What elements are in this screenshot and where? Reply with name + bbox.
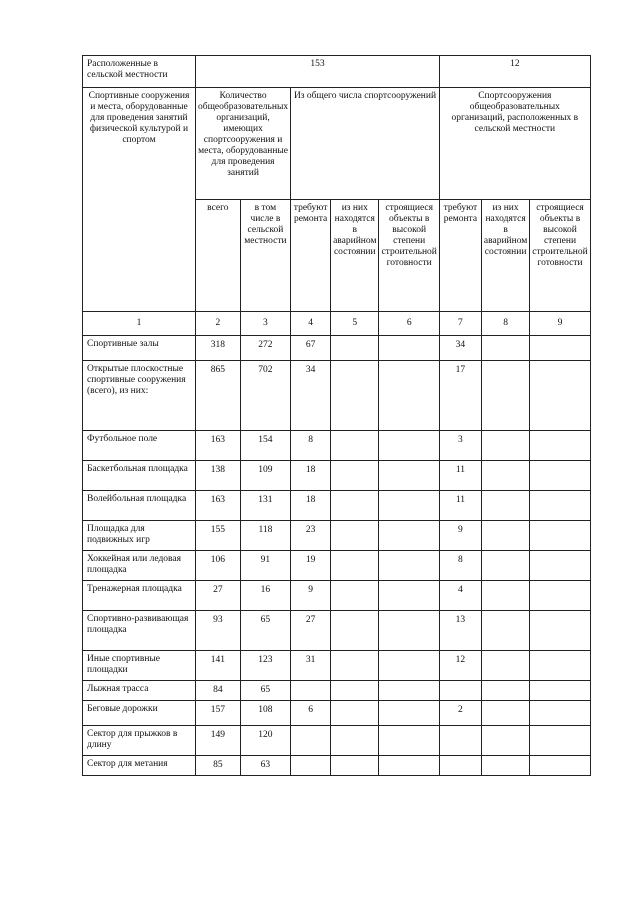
row-value-cell <box>379 431 439 461</box>
column-number: 8 <box>481 312 529 336</box>
row-value-cell: 63 <box>240 756 290 776</box>
row-facility-name: Хоккейная или ледовая площадка <box>83 551 196 581</box>
row-value-cell: 8 <box>439 551 481 581</box>
row-value-cell: 8 <box>291 431 331 461</box>
row-value-cell <box>379 361 439 431</box>
row-facility-name: Сектор для метания <box>83 756 196 776</box>
row-value-cell: 2 <box>439 701 481 726</box>
table-row <box>83 491 591 521</box>
table-row <box>83 431 591 461</box>
rural-label: Расположенные в сельской местности <box>83 56 196 88</box>
row-value-cell <box>331 336 379 361</box>
row-value-cell: 9 <box>439 521 481 551</box>
row-value-cell: 17 <box>439 361 481 431</box>
row-value-cell: 272 <box>240 336 290 361</box>
table-row <box>83 521 591 551</box>
row-facility-name: Баскетбольная площадка <box>83 461 196 491</box>
row-value-cell <box>530 361 590 431</box>
column-number: 4 <box>291 312 331 336</box>
table-row <box>83 361 591 431</box>
row-value-cell <box>331 581 379 611</box>
row-value-cell <box>481 681 529 701</box>
row-value-cell <box>481 651 529 681</box>
row-value-cell <box>379 336 439 361</box>
row-value-cell: 3 <box>439 431 481 461</box>
header-group-total: Из общего числа спортсооружений <box>291 88 440 200</box>
row-value-cell <box>530 756 590 776</box>
row-value-cell <box>331 756 379 776</box>
row-value-cell: 141 <box>196 651 241 681</box>
row-value-cell <box>530 681 590 701</box>
row-value-cell: 155 <box>196 521 241 551</box>
row-value-cell: 93 <box>196 611 241 651</box>
row-value-cell <box>530 461 590 491</box>
row-value-cell: 149 <box>196 726 241 756</box>
row-facility-name: Тренажерная площадка <box>83 581 196 611</box>
header-sub-emergency: из них находятся в аварийном состоянии <box>331 200 379 312</box>
row-value-cell <box>291 756 331 776</box>
column-numbers-row <box>83 312 591 336</box>
row-value-cell <box>331 491 379 521</box>
row-value-cell: 34 <box>291 361 331 431</box>
table-row <box>83 756 591 776</box>
column-number: 5 <box>331 312 379 336</box>
row-facility-name: Открытые плоскостные спортивные сооружения (всего), из них: <box>83 361 196 431</box>
row-value-cell: 163 <box>196 431 241 461</box>
row-value-cell <box>530 581 590 611</box>
row-value-cell <box>379 521 439 551</box>
header-group-count: Количество общеобразовательных организаций, имеющих спортсооружения и места, оборудованные для проведения занятий <box>196 88 291 200</box>
row-value-cell <box>530 551 590 581</box>
row-value-cell <box>481 431 529 461</box>
row-value-cell: 4 <box>439 581 481 611</box>
row-value-cell <box>439 726 481 756</box>
row-value-cell: 13 <box>439 611 481 651</box>
row-value-cell: 6 <box>291 701 331 726</box>
header-sub-rural-construction: строящиеся объекты в высокой степени строительной готовности <box>530 200 590 312</box>
row-value-cell <box>530 491 590 521</box>
row-value-cell: 65 <box>240 681 290 701</box>
column-number: 9 <box>530 312 590 336</box>
row-value-cell <box>439 756 481 776</box>
row-value-cell <box>481 611 529 651</box>
row-value-cell: 12 <box>439 651 481 681</box>
table-row <box>83 336 591 361</box>
row-value-cell: 31 <box>291 651 331 681</box>
row-facility-name: Футбольное поле <box>83 431 196 461</box>
header-facility-type: Спортивные сооружения и места, оборудованные для проведения занятий физической культурой и спортом <box>83 88 196 312</box>
row-facility-name: Беговые дорожки <box>83 701 196 726</box>
row-value-cell <box>331 651 379 681</box>
sports-facilities-table <box>82 55 591 776</box>
row-value-cell: 138 <box>196 461 241 491</box>
row-value-cell <box>481 361 529 431</box>
row-value-cell <box>530 336 590 361</box>
rural-value-rural: 12 <box>439 56 590 88</box>
row-value-cell: 84 <box>196 681 241 701</box>
header-sub-repair: требуют ремонта <box>291 200 331 312</box>
column-number: 7 <box>439 312 481 336</box>
row-value-cell: 91 <box>240 551 290 581</box>
table-row <box>83 701 591 726</box>
row-facility-name: Спортивно-развивающая площадка <box>83 611 196 651</box>
column-number: 2 <box>196 312 241 336</box>
row-value-cell <box>379 461 439 491</box>
row-value-cell <box>379 611 439 651</box>
header-sub-total: всего <box>196 200 241 312</box>
row-value-cell: 11 <box>439 491 481 521</box>
rural-value-total: 153 <box>196 56 440 88</box>
row-facility-name: Лыжная трасса <box>83 681 196 701</box>
row-facility-name: Спортивные залы <box>83 336 196 361</box>
row-value-cell: 18 <box>291 461 331 491</box>
table-row <box>83 611 591 651</box>
row-value-cell: 11 <box>439 461 481 491</box>
header-sub-rural-repair: требуют ремонта <box>439 200 481 312</box>
row-value-cell: 16 <box>240 581 290 611</box>
row-value-cell <box>481 551 529 581</box>
column-number: 1 <box>83 312 196 336</box>
header-sub-construction: строящиеся объекты в высокой степени строительной готовности <box>379 200 439 312</box>
row-value-cell <box>331 681 379 701</box>
row-value-cell: 865 <box>196 361 241 431</box>
header-sub-rural-emergency: из них находятся в аварийном состоянии <box>481 200 529 312</box>
row-value-cell <box>481 336 529 361</box>
row-value-cell <box>331 361 379 431</box>
row-value-cell <box>379 756 439 776</box>
row-value-cell <box>481 521 529 551</box>
row-value-cell: 108 <box>240 701 290 726</box>
row-value-cell <box>530 701 590 726</box>
row-value-cell <box>331 521 379 551</box>
row-value-cell: 19 <box>291 551 331 581</box>
row-value-cell <box>481 461 529 491</box>
row-value-cell: 120 <box>240 726 290 756</box>
row-value-cell <box>331 701 379 726</box>
row-value-cell <box>530 431 590 461</box>
row-value-cell: 157 <box>196 701 241 726</box>
row-value-cell <box>331 611 379 651</box>
table-row <box>83 651 591 681</box>
row-value-cell <box>379 701 439 726</box>
row-value-cell <box>379 726 439 756</box>
row-value-cell: 154 <box>240 431 290 461</box>
row-value-cell <box>379 551 439 581</box>
column-number: 3 <box>240 312 290 336</box>
row-value-cell <box>331 551 379 581</box>
row-value-cell: 118 <box>240 521 290 551</box>
row-value-cell <box>379 581 439 611</box>
row-value-cell: 318 <box>196 336 241 361</box>
table-row <box>83 461 591 491</box>
row-value-cell <box>291 726 331 756</box>
header-group-rural: Спортсооружения общеобразовательных организаций, расположенных в сельской местности <box>439 88 590 200</box>
row-value-cell: 123 <box>240 651 290 681</box>
row-facility-name: Иные спортивные площадки <box>83 651 196 681</box>
row-value-cell <box>481 756 529 776</box>
row-value-cell <box>530 611 590 651</box>
row-value-cell <box>331 461 379 491</box>
row-value-cell: 27 <box>196 581 241 611</box>
table-row <box>83 726 591 756</box>
row-value-cell: 106 <box>196 551 241 581</box>
row-value-cell <box>481 491 529 521</box>
row-value-cell: 702 <box>240 361 290 431</box>
row-value-cell: 131 <box>240 491 290 521</box>
column-number: 6 <box>379 312 439 336</box>
header-sub-rural: в том числе в сельской местности <box>240 200 290 312</box>
row-value-cell <box>481 581 529 611</box>
row-value-cell <box>439 681 481 701</box>
row-value-cell: 23 <box>291 521 331 551</box>
row-value-cell: 163 <box>196 491 241 521</box>
row-value-cell: 9 <box>291 581 331 611</box>
row-value-cell <box>481 701 529 726</box>
row-facility-name: Сектор для прыжков в длину <box>83 726 196 756</box>
row-value-cell <box>291 681 331 701</box>
row-value-cell <box>379 651 439 681</box>
row-value-cell: 18 <box>291 491 331 521</box>
table-row <box>83 681 591 701</box>
table-row <box>83 551 591 581</box>
row-value-cell <box>530 521 590 551</box>
row-value-cell <box>331 726 379 756</box>
row-value-cell <box>379 491 439 521</box>
row-value-cell <box>481 726 529 756</box>
row-value-cell: 65 <box>240 611 290 651</box>
row-value-cell <box>379 681 439 701</box>
row-value-cell: 67 <box>291 336 331 361</box>
row-value-cell: 27 <box>291 611 331 651</box>
row-facility-name: Волейбольная площадка <box>83 491 196 521</box>
row-value-cell <box>530 651 590 681</box>
row-value-cell: 85 <box>196 756 241 776</box>
row-facility-name: Площадка для подвижных игр <box>83 521 196 551</box>
table-row <box>83 581 591 611</box>
row-value-cell: 109 <box>240 461 290 491</box>
row-value-cell <box>530 726 590 756</box>
row-value-cell <box>331 431 379 461</box>
row-value-cell: 34 <box>439 336 481 361</box>
